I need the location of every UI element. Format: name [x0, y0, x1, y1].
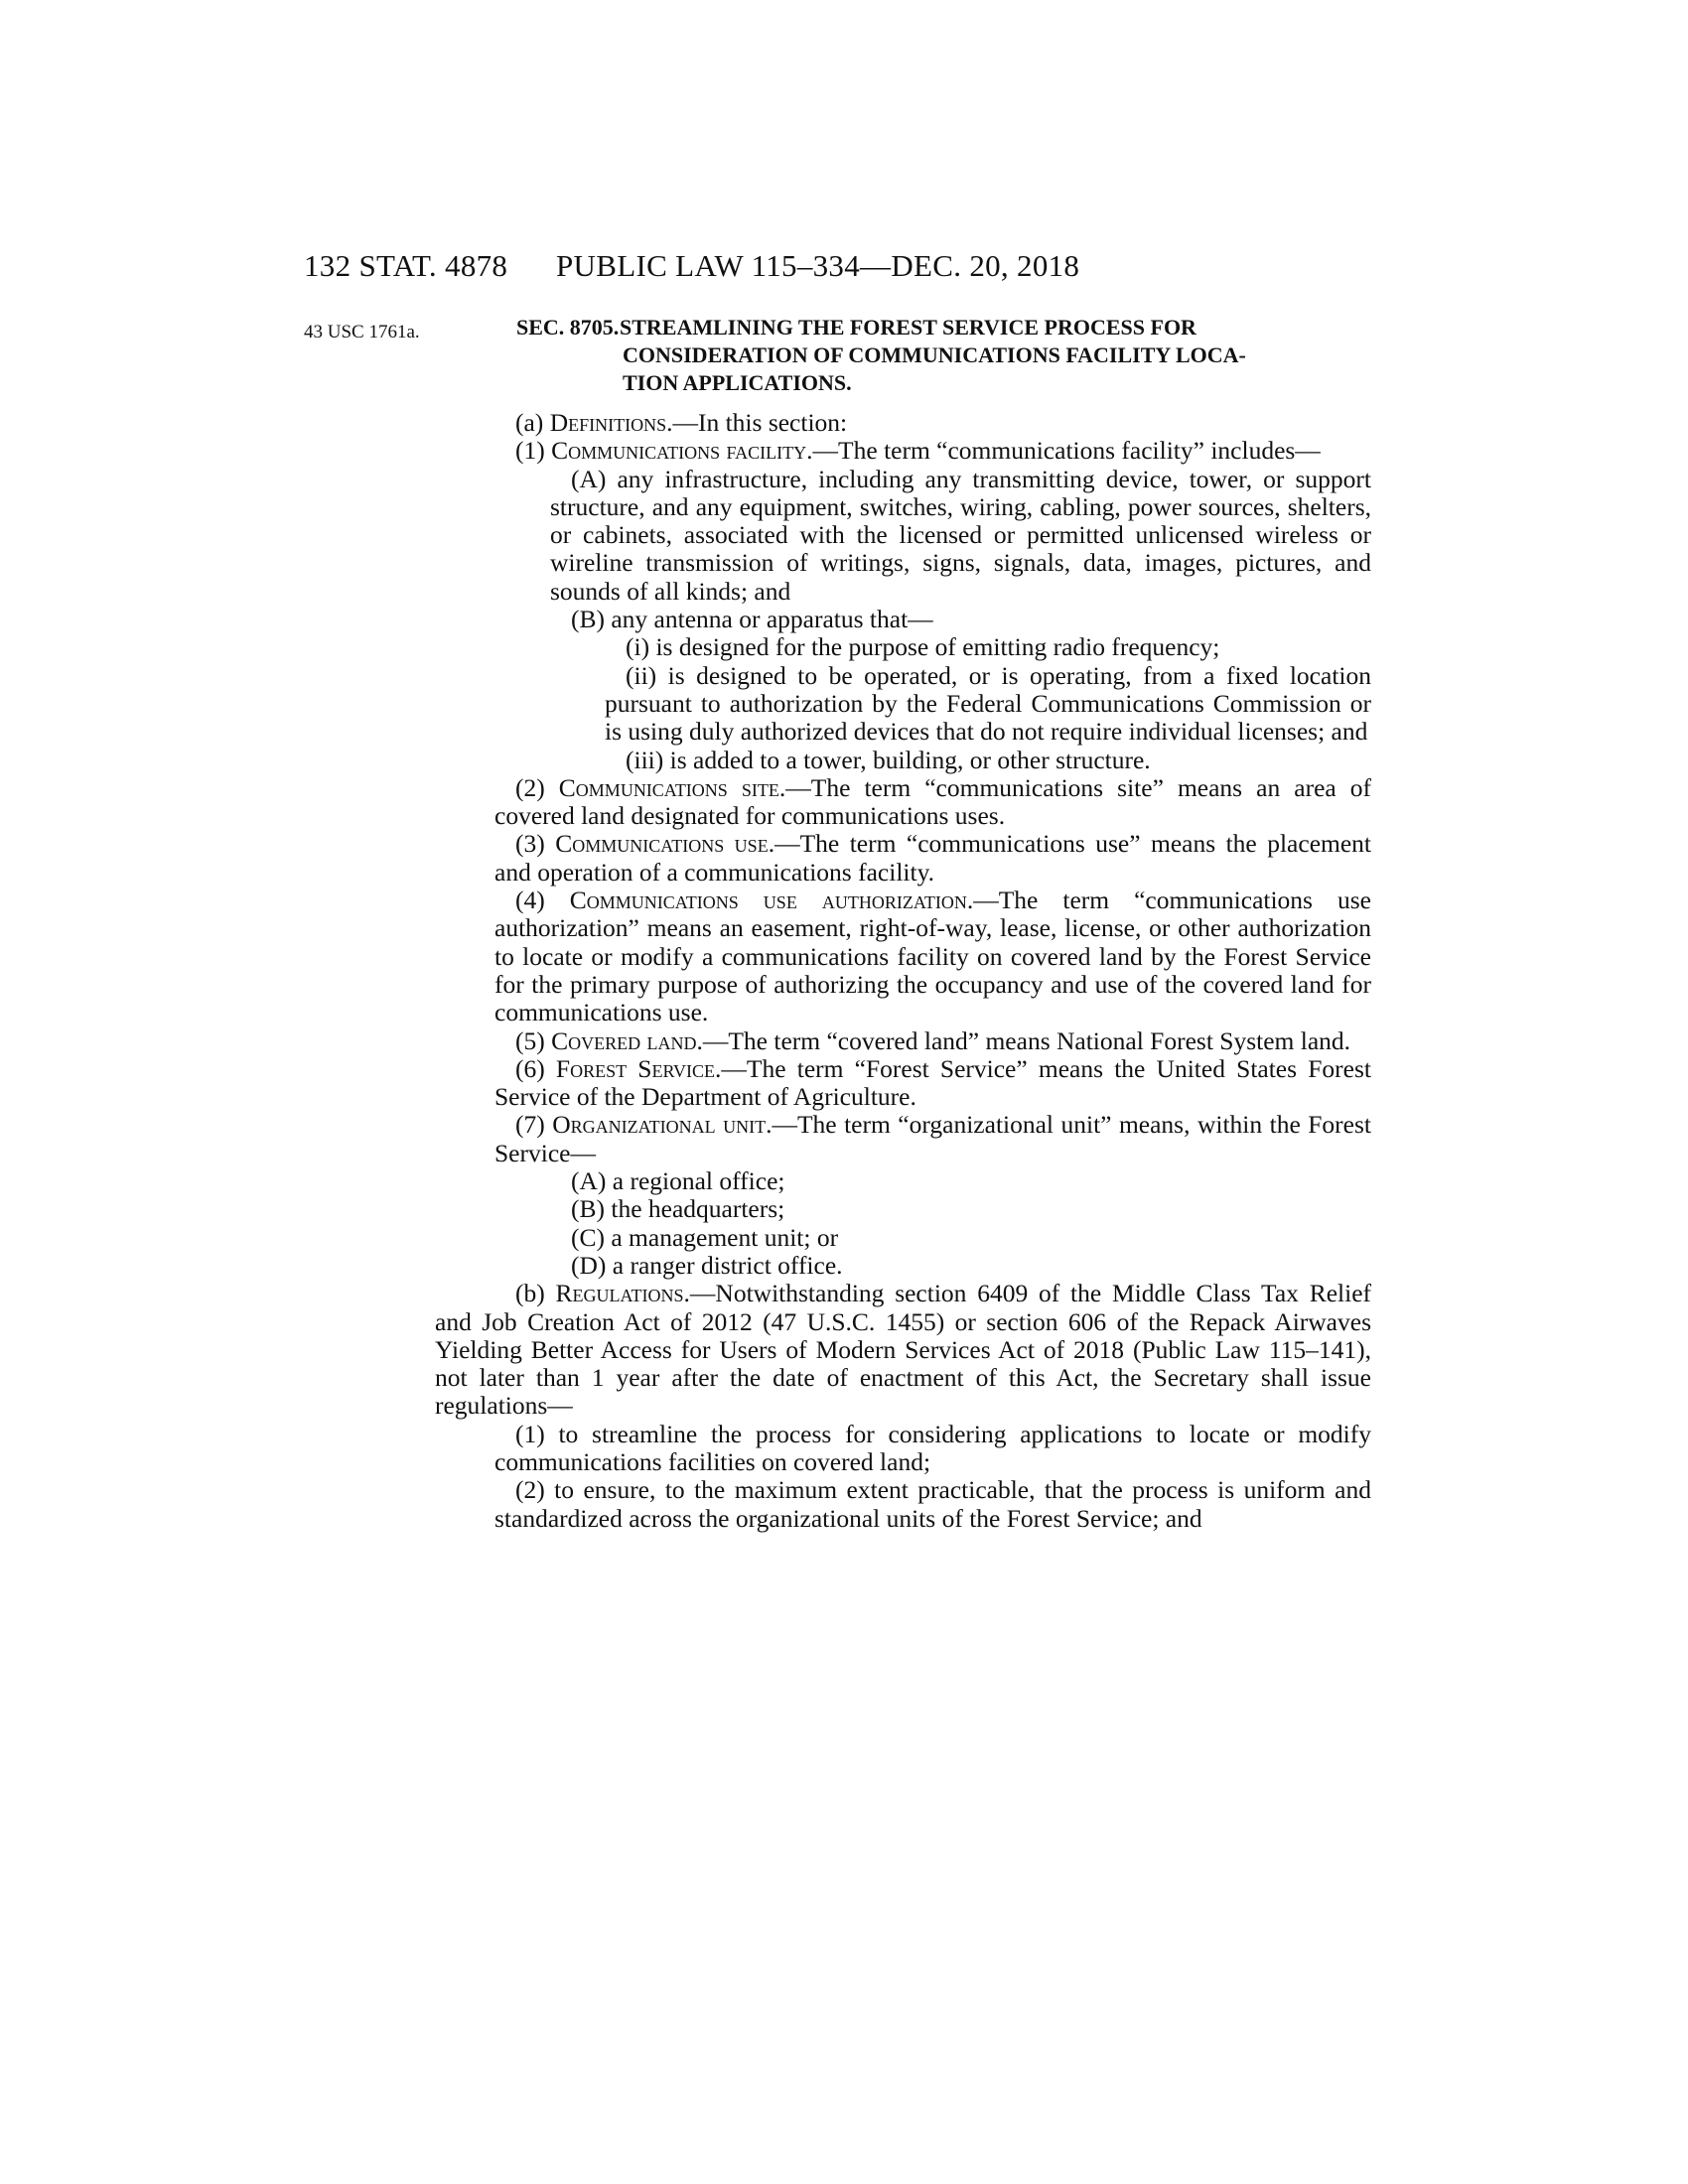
regulation-1: (1) to streamline the process for considering applications to locate or modify communications facilities on covered land;	[494, 1419, 1371, 1476]
definition-1: (1) Communications facility.—The term “communications facility” includes—	[515, 436, 1321, 466]
definition-7-heading: Organizational unit	[552, 1110, 767, 1140]
section-title-line-3: TION APPLICATIONS.	[623, 370, 852, 395]
subsection-b-heading: Regulations	[555, 1279, 684, 1308]
definition-6-heading: Forest Service	[555, 1053, 716, 1083]
public-law-header: PUBLIC LAW 115–334—DEC. 20, 2018	[556, 248, 1080, 283]
section-number: SEC. 8705.	[516, 315, 620, 340]
definition-6: (6) Forest Service.—The term “Forest Service” means the United States Forest Service of the Department of Agriculture.	[494, 1053, 1371, 1112]
subsection-b: (b) Regulations.—Notwithstanding section 6409 of the Middle Class Tax Relief and Job Creation Act of 2012 (47 U.S.C. 1455) or section 606 of the Repack Airwaves Yielding Better Access for Users of Modern Services Act of 2018 (Public Law 115–141), not later than 1 year after the date of enactment of this Act, the Secretary shall issue regulations—	[435, 1279, 1372, 1421]
definition-4: (4) Communications use authorization.—The term “communications use authorization” means an easement, right-of-way, lease, license, or other authorization to locate or modify a communications facility on covered land by the Forest Service for the primary purpose of authorizing the occupancy and use of the covered land for communications use.	[494, 886, 1371, 1027]
stat-page-number: 132 STAT. 4878	[304, 248, 508, 283]
regulation-2: (2) to ensure, to the maximum extent practicable, that the process is uniform and standardized across the organizational units of the Forest Service; and	[494, 1475, 1371, 1533]
definition-2: (2) Communications site.—The term “communications site” means an area of covered land designated for communications uses.	[494, 772, 1372, 831]
definition-1-A: (A) any infrastructure, including any transmitting device, tower, or support structure, and any equipment, switches, wiring, cabling, power sources, shelters, or cabinets, associated with the licensed or permitted unlicensed wireless or wireline transmission of writings, signs, signals, data, images, pictures, and sounds of all kinds; and	[550, 464, 1371, 606]
subsection-a: (a) Definitions.—In this section:	[515, 408, 848, 437]
definition-5-heading: Covered land	[551, 1025, 697, 1055]
definition-1-B-iii: (iii) is added to a tower, building, or other structure.	[626, 745, 1151, 774]
definition-7: (7) Organizational unit.—The term “organizational unit” means, within the Forest Service—	[494, 1110, 1371, 1167]
definition-2-heading: Communications site	[558, 772, 779, 802]
definition-5: (5) Covered land.—The term “covered land” means National Forest System land.	[515, 1025, 1351, 1055]
section-title-line-1: STREAMLINING THE FOREST SERVICE PROCESS FOR	[620, 315, 1196, 340]
definition-7-B: (B) the headquarters;	[571, 1194, 785, 1224]
definition-7-C: (C) a management unit; or	[571, 1222, 839, 1252]
subsection-a-heading: Definitions	[549, 408, 667, 437]
definition-1-B-ii: (ii) is designed to be operated, or is operating, from a fixed location pursuant to authorization by the Federal Communications Commission or is using duly authorized devices that do not require individual licenses; and	[605, 660, 1371, 747]
section-heading	[516, 314, 1370, 397]
definition-1-B: (B) any antenna or apparatus that—	[571, 605, 933, 634]
definition-3-heading: Communications use	[555, 829, 769, 859]
definition-4-heading: Communications use authorization	[569, 886, 967, 915]
usc-margin-note: 43 USC 1761a.	[304, 322, 420, 342]
definition-7-A: (A) a regional office;	[571, 1166, 785, 1196]
definition-7-D: (D) a ranger district office.	[571, 1250, 843, 1280]
section-body	[435, 408, 1372, 1533]
definition-3: (3) Communications use.—The term “communications use” means the placement and operation of a communications facility.	[494, 829, 1371, 887]
definition-1-heading: Communications facility	[551, 436, 807, 466]
section-title-line-2: CONSIDERATION OF COMMUNICATIONS FACILITY LOCA-	[623, 342, 1246, 367]
definition-1-B-i: (i) is designed for the purpose of emitting radio frequency;	[626, 632, 1220, 662]
